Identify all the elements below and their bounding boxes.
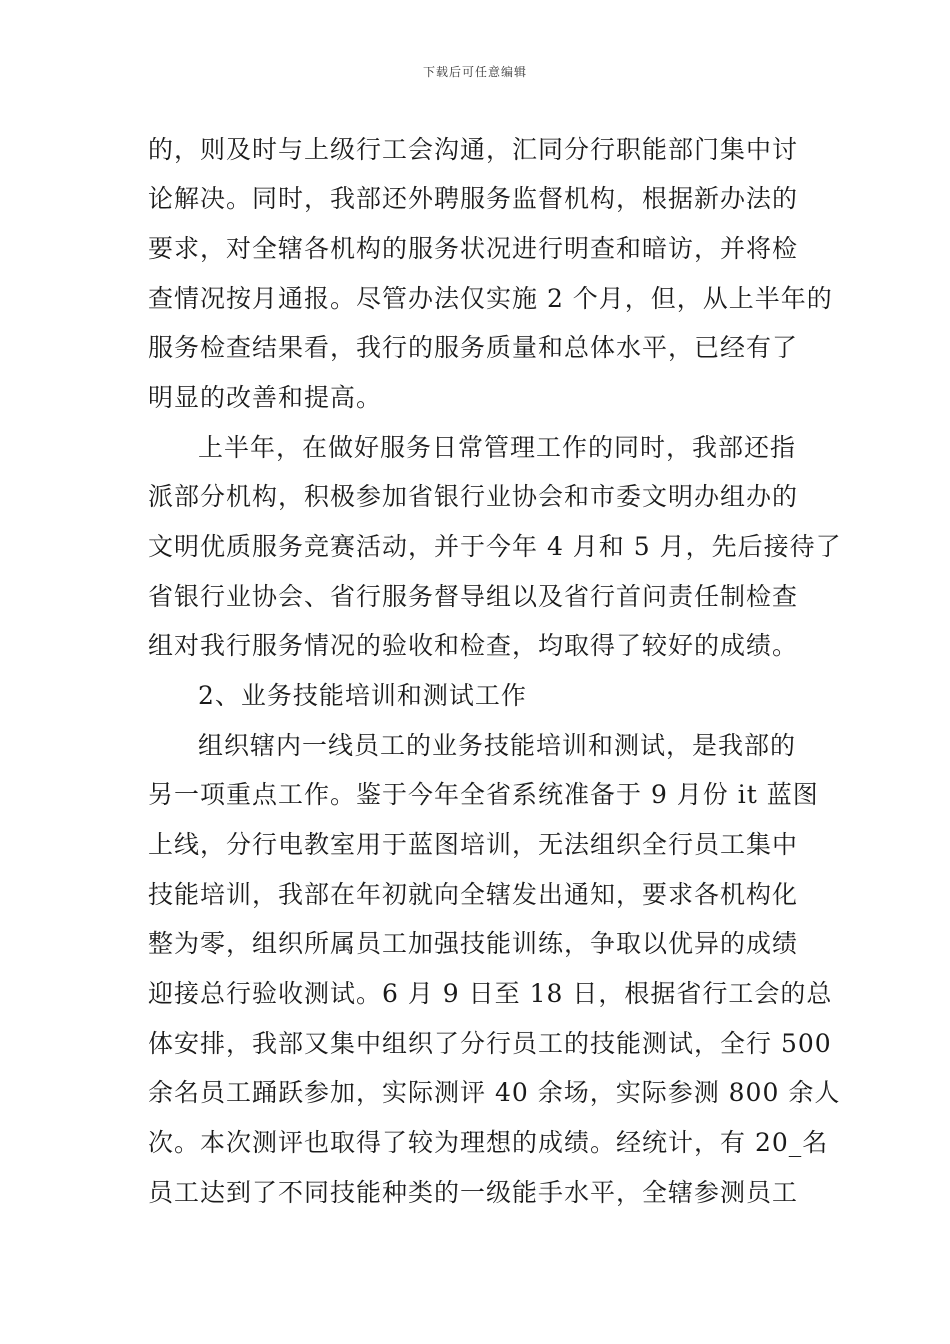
text-line: 派部分机构，积极参加省银行业协会和市委文明办组办的 xyxy=(148,482,799,511)
text-line: 文明优质服务竞赛活动，并于今年 4 月和 5 月，先后接待了 xyxy=(148,532,842,561)
text-line: 员工达到了不同技能种类的一级能手水平，全辖参测员工 xyxy=(148,1178,799,1207)
text-line: 的，则及时与上级行工会沟通，汇同分行职能部门集中讨 xyxy=(148,135,799,164)
text-line: 明显的改善和提高。 xyxy=(148,383,383,412)
text-line: 要求，对全辖各机构的服务状况进行明查和暗访，并将检 xyxy=(148,234,799,263)
text-line: 余名员工踊跃参加，实际测评 40 余场，实际参测 800 余人 xyxy=(148,1078,841,1107)
text-line: 另一项重点工作。鉴于今年全省系统准备于 9 月份 it 蓝图 xyxy=(148,780,819,809)
text-line: 省银行业协会、省行服务督导组以及省行首问责任制检查 xyxy=(148,582,799,611)
text-line: 整为零，组织所属员工加强技能训练，争取以优异的成绩 xyxy=(148,929,799,958)
text-line: 论解决。同时，我部还外聘服务监督机构，根据新办法的 xyxy=(148,184,799,213)
text-line: 迎接总行验收测试。6 月 9 日至 18 日，根据省行工会的总 xyxy=(148,979,833,1008)
text-line: 组对我行服务情况的验收和检查，均取得了较好的成绩。 xyxy=(148,631,799,660)
text-line: 服务检查结果看，我行的服务质量和总体水平，已经有了 xyxy=(148,333,799,362)
text-line: 次。本次测评也取得了较为理想的成绩。经统计，有 20_名 xyxy=(148,1128,829,1157)
text-line: 查情况按月通报。尽管办法仅实施 2 个月，但，从上半年的 xyxy=(148,284,833,313)
text-line: 上半年，在做好服务日常管理工作的同时，我部还指 xyxy=(198,433,797,462)
text-line: 组织辖内一线员工的业务技能培训和测试，是我部的 xyxy=(198,731,797,760)
text-line: 体安排，我部又集中组织了分行员工的技能测试，全行 500 xyxy=(148,1029,832,1058)
page-header: 下载后可任意编辑 xyxy=(422,65,527,79)
text-line: 技能培训，我部在年初就向全辖发出通知，要求各机构化 xyxy=(148,880,799,909)
text-line: 上线，分行电教室用于蓝图培训，无法组织全行员工集中 xyxy=(148,830,799,859)
section-heading: 2、业务技能培训和测试工作 xyxy=(198,681,527,710)
